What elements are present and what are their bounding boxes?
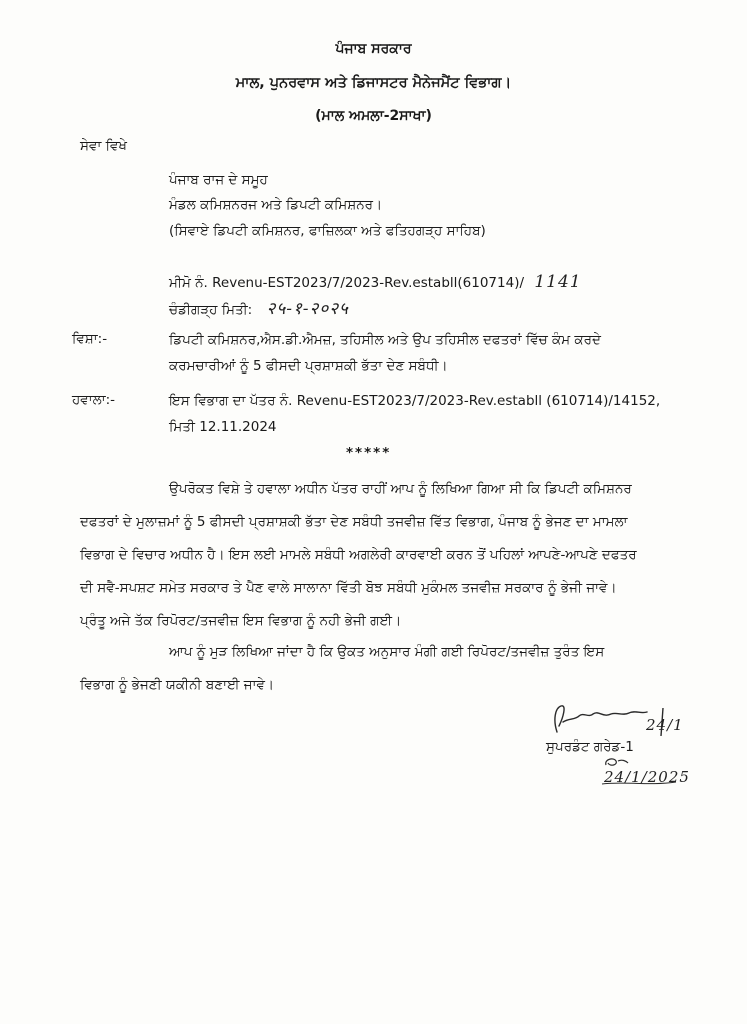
memo-number-label: ਮੀਮੋ ਨੰ. Revenu-EST2023/7/2023-Rev.establl(610714)/	[169, 275, 525, 291]
reference-line2: ਮਿਤੀ 12.11.2024	[169, 419, 277, 435]
body-para1-line4: ਦੀ ਸਵੈ-ਸਪਸ਼ਟ ਸਮੇਤ ਸਰਕਾਰ ਤੇ ਪੈਣ ਵਾਲੇ ਸਾਲਾਨਾ ਵਿੱਤੀ ਬੋਝ ਸਬੰਧੀ ਮੁਕੰਮਲ ਤਜਵੀਜ਼ ਸਰਕਾਰ ਨੂੰ ਭੇਜੀ ਜਾਵੇ।	[80, 580, 617, 596]
signature-date-underline	[600, 778, 680, 788]
salutation: ਸੇਵਾ ਵਿਖੇ	[80, 138, 127, 154]
body-para2-line2: ਵਿਭਾਗ ਨੂੰ ਭੇਜਣੀ ਯਕੀਨੀ ਬਣਾਈ ਜਾਵੇ।	[80, 677, 275, 693]
memo-date	[169, 300, 349, 319]
addressee-line2: ਮੰਡਲ ਕਮਿਸ਼ਨਰਜ ਅਤੇ ਡਿਪਟੀ ਕਮਿਸ਼ਨਰ।	[169, 197, 383, 213]
subject-line2: ਕਰਮਚਾਰੀਆਂ ਨੂੰ 5 ਫੀਸਦੀ ਪ੍ਰਸ਼ਾਸ਼ਕੀ ਭੱਤਾ ਦੇਣ ਸਬੰਧੀ।	[169, 358, 448, 374]
header-department: ਮਾਲ, ਪੁਨਰਵਾਸ ਅਤੇ ਡਿਜਾਸਟਰ ਮੈਨੇਜਮੈਂਟ ਵਿਭਾਗ।	[235, 75, 512, 91]
body-para1-line3: ਵਿਭਾਗ ਦੇ ਵਿਚਾਰ ਅਧੀਨ ਹੈ। ਇਸ ਲਈ ਮਾਮਲੇ ਸਬੰਧੀ ਅਗਲੇਰੀ ਕਾਰਵਾਈ ਕਰਨ ਤੋਂ ਪਹਿਲਾਂ ਆਪਣੇ-ਆਪਣੇ ਦਫਤਰ	[80, 547, 637, 563]
body-para1-line2: ਦਫਤਰਾਂ ਦੇ ਮੁਲਾਜ਼ਮਾਂ ਨੂੰ 5 ਫੀਸਦੀ ਪ੍ਰਸ਼ਾਸ਼ਕੀ ਭੱਤਾ ਦੇਣ ਸਬੰਧੀ ਤਜਵੀਜ਼ ਵਿੱਤ ਵਿਭਾਗ, ਪੰਜਾਬ ਨੂੰ ਭੇਜਣ ਦਾ ਮਾਮਲਾ	[80, 514, 628, 530]
body-paragraph-2	[80, 636, 680, 702]
memo-date-handwritten: २५-१-२०२५	[266, 299, 349, 319]
addressee-line3: (ਸਿਵਾਏ ਡਿਪਟੀ ਕਮਿਸ਼ਨਰ, ਫਾਜ਼ਿਲਕਾ ਅਤੇ ਫਤਿਹਗੜ੍ਹ ਸਾਹਿਬ)	[169, 223, 486, 239]
memo-date-label: ਚੰਡੀਗੜ੍ਹ ਮਿਤੀ:	[169, 302, 253, 318]
subject-label: ਵਿਸ਼ਾ:-	[72, 331, 108, 347]
body-para1-line5: ਪ੍ਰੰਤੂ ਅਜੇ ਤੱਕ ਰਿਪੋਰਟ/ਤਜਵੀਜ਼ ਇਸ ਵਿਭਾਗ ਨੂੰ ਨਹੀ ਭੇਜੀ ਗਈ।	[80, 613, 402, 629]
body-paragraph-1	[80, 473, 680, 638]
signature-initial-mark	[600, 755, 630, 769]
signature-note-handwritten: 24/1	[646, 716, 684, 734]
body-para1-line1: ਉਪਰੋਕਤ ਵਿਸ਼ੇ ਤੇ ਹਵਾਲਾ ਅਧੀਨ ਪੱਤਰ ਰਾਹੀਂ ਆਪ ਨੂੰ ਲਿਖਿਆ ਗਿਆ ਸੀ ਕਿ ਡਿਪਟੀ ਕਮਿਸ਼ਨਰ	[169, 481, 632, 497]
signature-designation: ਸੁਪਰਡੰਟ ਗਰੇਡ-1	[546, 739, 634, 755]
memo-number-handwritten: 1141	[534, 272, 582, 292]
separator: *****	[346, 445, 392, 461]
signature-date-handwritten: 24/1/2025	[604, 768, 690, 786]
memo-number	[169, 273, 582, 292]
header-government: ਪੰਜਾਬ ਸਰਕਾਰ	[335, 41, 412, 57]
header-branch: (ਮਾਲ ਅਮਲਾ-2ਸਾਖਾ)	[315, 108, 432, 124]
body-para2-line1: ਆਪ ਨੂੰ ਮੁੜ ਲਿਖਿਆ ਜਾਂਦਾ ਹੈ ਕਿ ਉਕਤ ਅਨੁਸਾਰ ਮੰਗੀ ਗਈ ਰਿਪੋਰਟ/ਤਜਵੀਜ਼ ਤੁਰੰਤ ਇਸ	[169, 644, 605, 660]
subject-line1: ਡਿਪਟੀ ਕਮਿਸ਼ਨਰ,ਐਸ.ਡੀ.ਐਮਜ਼, ਤਹਿਸੀਲ ਅਤੇ ਉਪ ਤਹਿਸੀਲ ਦਫਤਰਾਂ ਵਿੱਚ ਕੰਮ ਕਰਦੇ	[169, 332, 601, 348]
addressee-line1: ਪੰਜਾਬ ਰਾਜ ਦੇ ਸਮੂਹ	[169, 172, 268, 188]
reference-line1: ਇਸ ਵਿਭਾਗ ਦਾ ਪੱਤਰ ਨੰ. Revenu-EST2023/7/2023-Rev.establl (610714)/14152,	[169, 393, 661, 409]
reference-label: ਹਵਾਲਾ:-	[72, 392, 116, 408]
